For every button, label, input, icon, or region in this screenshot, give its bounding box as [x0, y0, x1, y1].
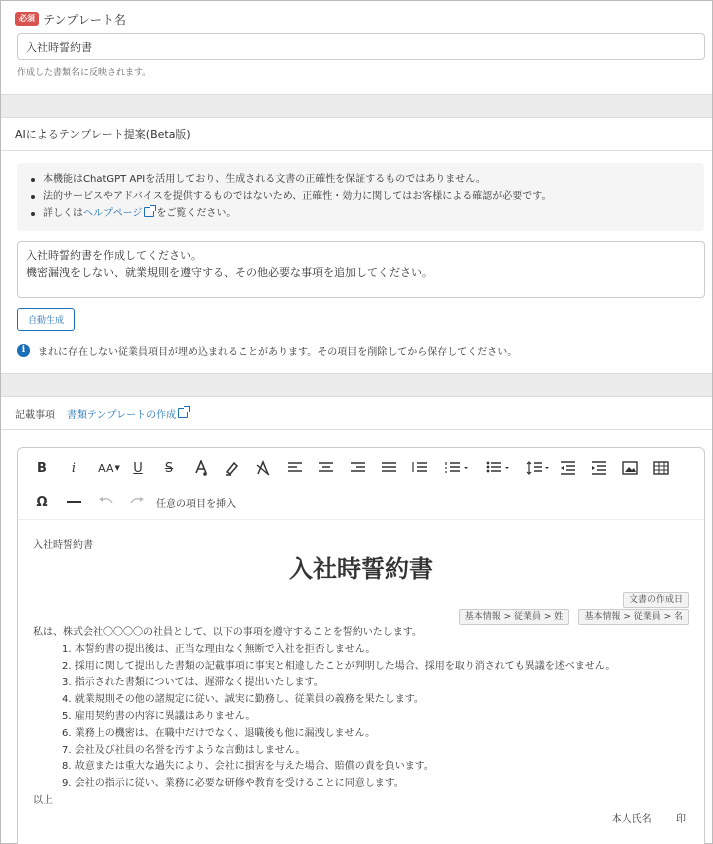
outdent-icon: [560, 461, 576, 475]
pledge-item: 9. 会社の指示に従い、業務に必要な研修や教育を受けることに同意します。: [62, 778, 404, 790]
redo-button[interactable]: [127, 492, 147, 512]
align-center-button[interactable]: [316, 458, 336, 478]
section-divider: [1, 373, 712, 397]
kisai-label: 記載事項: [15, 409, 55, 421]
pledge-item: 3. 指示された書類については、遅滞なく提出いたします。: [62, 677, 324, 689]
seal-mark: 印: [676, 813, 686, 825]
template-create-link[interactable]: 書類テンプレートの作成: [67, 409, 177, 421]
strikethrough-button[interactable]: S: [164, 460, 174, 476]
pledge-item: 4. 就業規則その他の諸規定に従い、誠実に勤務し、従業員の義務を果たします。: [62, 694, 424, 706]
editor-content[interactable]: [33, 536, 689, 829]
ai-notice-item: [29, 205, 694, 222]
insert-item-button[interactable]: 任意の項目を挿入: [156, 498, 236, 510]
pledge-item: 5. 雇用契約書の内容に異議はありません。: [62, 710, 256, 722]
chip-row-date: [33, 592, 689, 608]
special-char-button[interactable]: Ω: [36, 494, 48, 510]
highlighter-icon: [224, 460, 240, 476]
info-text: まれに存在しない従業員項目が埋め込まれることがあります。その項目を削除してから保存してください。: [38, 346, 518, 358]
info-message: [17, 342, 712, 358]
document-title: 入社時誓約書: [289, 555, 433, 583]
info-icon: i: [17, 344, 30, 357]
ai-notice-item: 法的サービスやアドバイスを提供するものではないため、正確性・効力に関してはお客様による確認が必要です。: [29, 188, 694, 205]
image-icon: [622, 461, 638, 475]
ai-notice-item: 本機能はChatGPT APIを活用しており、生成される文書の正確性を保証するものではありません。: [29, 171, 694, 188]
line-height-button[interactable]: [523, 458, 553, 478]
font-size-label: AA: [98, 461, 114, 475]
pledge-item: 7. 会社及び社員の名誉を汚すような言動はしません。: [62, 744, 306, 756]
font-color-button[interactable]: [191, 458, 211, 478]
line-height-list-button[interactable]: [410, 458, 430, 478]
undo-icon: [98, 496, 114, 508]
pledge-item: 8. 故意または重大な過失により、会社に損害を与えた場合、賠償の責を負います。: [62, 761, 434, 773]
template-name-help: 作成した書類名に反映されます。: [17, 68, 152, 78]
indent-button[interactable]: [589, 458, 609, 478]
align-left-icon: [287, 461, 303, 475]
auto-generate-button[interactable]: 自動生成: [17, 308, 75, 331]
required-badge: 必須: [15, 12, 39, 26]
last-name-variable-chip[interactable]: 基本情報 > 従業員 > 姓: [459, 609, 570, 625]
pledge-item: 2. 採用に関して提出した書類の記載事項に事実と相違したことが判明した場合、採用を取り消されても異議を述べません。: [62, 660, 616, 672]
help-page-link[interactable]: ヘルプページ: [83, 208, 143, 219]
line-height-icon: [526, 461, 550, 475]
template-name-label: テンプレート名: [43, 12, 126, 27]
bold-button[interactable]: B: [37, 460, 47, 476]
align-justify-button[interactable]: [379, 458, 399, 478]
signature-label: 本人氏名: [611, 813, 652, 825]
document-header-text: 入社時誓約書: [33, 540, 93, 551]
insert-table-button[interactable]: [651, 458, 671, 478]
align-center-icon: [318, 461, 334, 475]
pledge-item: 6. 業務上の機密は、在職中だけでなく、退職後も他に漏洩しません。: [62, 727, 376, 739]
highlight-button[interactable]: [222, 458, 242, 478]
horizontal-rule-button[interactable]: [64, 492, 84, 512]
template-name-section: [1, 1, 712, 78]
ai-notice-box: [17, 163, 704, 231]
indent-icon: [591, 461, 607, 475]
clear-format-icon: [255, 460, 271, 476]
undo-button[interactable]: [96, 492, 116, 512]
ai-notice-prefix: 詳しくは: [43, 208, 83, 219]
table-icon: [653, 461, 669, 475]
ai-prompt-textarea[interactable]: [17, 241, 705, 298]
first-name-variable-chip[interactable]: 基本情報 > 従業員 > 名: [578, 609, 689, 625]
font-size-button[interactable]: [92, 458, 126, 478]
underline-button[interactable]: U: [133, 460, 143, 476]
clear-format-button[interactable]: [253, 458, 273, 478]
document-intro: 私は、株式会社〇〇〇〇の社員として、以下の事項を遵守することを誓約いたします。: [33, 627, 422, 638]
date-variable-chip[interactable]: 文書の作成日: [623, 592, 689, 608]
insert-image-button[interactable]: [620, 458, 640, 478]
kisai-header: [1, 397, 712, 429]
outdent-button[interactable]: [558, 458, 578, 478]
chevron-down-icon: ▼: [114, 464, 120, 472]
ai-notice-suffix: をご覧ください。: [156, 208, 237, 219]
bullet-list-icon: [486, 461, 510, 475]
align-right-button[interactable]: [348, 458, 368, 478]
align-justify-icon: [381, 461, 397, 475]
external-link-icon: [144, 207, 154, 217]
template-name-input[interactable]: [17, 33, 705, 60]
external-link-icon: [178, 408, 188, 418]
editor-toolbar: [18, 448, 704, 520]
font-color-icon: [194, 460, 208, 476]
italic-button[interactable]: i: [71, 460, 77, 476]
bullet-list-button[interactable]: [483, 458, 513, 478]
ordered-list-icon: [445, 461, 469, 475]
align-right-icon: [350, 461, 366, 475]
signature-row: [33, 812, 689, 829]
chip-row-name: [33, 609, 689, 625]
rich-text-editor: [17, 447, 705, 844]
ordered-list-button[interactable]: [442, 458, 472, 478]
ai-section-header: AIによるテンプレート提案(Beta版): [15, 128, 191, 141]
align-left-button[interactable]: [285, 458, 305, 478]
pledge-item: 1. 本誓約書の提出後は、正当な理由なく無断で入社を拒否しません。: [62, 643, 376, 655]
redo-icon: [129, 496, 145, 508]
document-closing: 以上: [33, 794, 53, 806]
section-divider: [1, 94, 712, 118]
template-name-label-row: [1, 1, 712, 33]
horizontal-rule-icon: [67, 500, 81, 504]
line-list-icon: [412, 461, 428, 475]
pledge-list: [33, 642, 689, 793]
